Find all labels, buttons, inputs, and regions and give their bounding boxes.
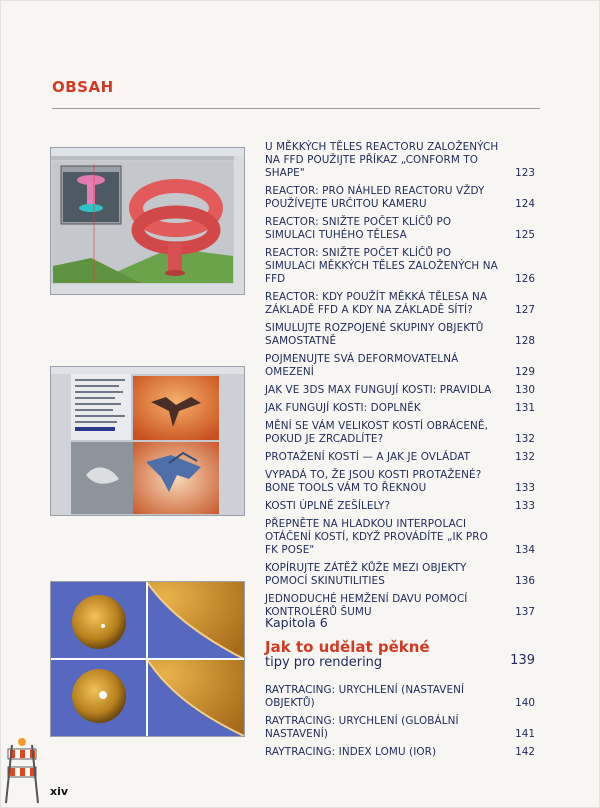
toc-entry-page: 128 [515, 335, 535, 347]
toc-entry-title: JAK VE 3DS MAX FUNGUJÍ KOSTI: PRAVIDLA [265, 384, 492, 396]
toc-entry-page: 132 [515, 451, 535, 463]
toc-entry-title: PŘEPNĚTE NA HLADKOU INTERPOLACI OTÁČENÍ KOSTÍ, KDYŽ PROVÁDÍTE „IK PRO FK POSE" [265, 518, 488, 556]
toc-entry[interactable] [265, 469, 537, 495]
toc-entry-title: RAYTRACING: URYCHLENÍ (NASTAVENÍ OBJEKTŮ) [265, 684, 465, 709]
page-number: xiv [50, 785, 69, 798]
table-of-contents [265, 141, 537, 624]
chapter-title[interactable]: Jak to udělat pěkné [265, 638, 430, 656]
toc-entry[interactable] [265, 715, 537, 741]
toc-entry[interactable] [265, 353, 537, 379]
chapter-subtitle-row[interactable] [265, 655, 537, 670]
chapter-heading [265, 615, 537, 670]
toc-entry-title: SIMULUJTE ROZPOJENÉ SKUPINY OBJEKTŮ SAMOSTATNĚ [265, 322, 484, 347]
toc-entry[interactable] [265, 420, 537, 446]
toc-entry-title: KOSTI ÚPLNĚ ZEŠÍLELY? [265, 500, 391, 512]
toc-entry-page: 134 [515, 544, 535, 556]
toc-entry[interactable] [265, 247, 537, 286]
toc-entry-page: 141 [515, 728, 535, 740]
toc-entry-title: REACTOR: SNIŽTE POČET KLÍČŮ PO SIMULACI MĚKKÝCH TĚLES ZALOŽENÝCH NA FFD [265, 247, 498, 285]
toc-entry-page: 131 [515, 402, 535, 414]
toc-entry-title: PROTAŽENÍ KOSTÍ — A JAK JE OVLÁDAT [265, 451, 471, 463]
toc-entry-title: RAYTRACING: INDEX LOMU (IOR) [265, 746, 437, 758]
toc-entry[interactable] [265, 384, 537, 397]
toc-entry[interactable] [265, 746, 537, 759]
toc-entry[interactable] [265, 185, 537, 211]
toc-entry-page: 142 [515, 746, 535, 758]
toc-entry-page: 124 [515, 198, 535, 210]
toc-entry[interactable] [265, 518, 537, 557]
toc-entry[interactable] [265, 322, 537, 348]
toc-entry-title: KOPÍRUJTE ZÁTĚŽ KŮŽE MEZI OBJEKTY POMOCÍ SKINUTILITIES [265, 562, 467, 587]
toc-entry[interactable] [265, 141, 537, 180]
toc-entry[interactable] [265, 562, 537, 588]
toc-entry-title: REACTOR: KDY POUŽÍT MĚKKÁ TĚLESA NA ZÁKLADĚ FFD A KDY NA ZÁKLADĚ SÍTÍ? [265, 291, 488, 316]
chapter-page: 139 [510, 653, 535, 668]
3ds-max-bones-dragon-screenshot-icon [50, 366, 245, 516]
toc-entry-title: REACTOR: SNIŽTE POČET KLÍČŮ PO SIMULACI TUHÉHO TĚLESA [265, 216, 452, 241]
toc-entry-page: 129 [515, 366, 535, 378]
header-divider [52, 108, 540, 109]
toc-entry[interactable] [265, 684, 537, 710]
toc-entry-title: U MĚKKÝCH TĚLES REACTORU ZALOŽENÝCH NA FFD POUŽIJTE PŘÍKAZ „CONFORM TO SHAPE" [265, 141, 499, 179]
toc-entry[interactable] [265, 216, 537, 242]
toc-entry-page: 136 [515, 575, 535, 587]
toc-entry-page: 137 [515, 606, 535, 618]
construction-barrier-icon [2, 735, 42, 805]
3ds-max-torus-screenshot-icon [50, 147, 245, 295]
toc-entry[interactable] [265, 500, 537, 513]
toc-entry[interactable] [265, 402, 537, 415]
toc-entry-title: VYPADÁ TO, ŽE JSOU KOSTI PROTAŽENÉ? BONE TOOLS VÁM TO ŘEKNOU [265, 469, 482, 494]
toc-entry[interactable] [265, 291, 537, 317]
toc-entry-title: JEDNODUCHÉ HEMŽENÍ DAVU POMOCÍ KONTROLÉRŮ ŠUMU [265, 593, 468, 618]
toc-entry-page: 125 [515, 229, 535, 241]
toc-entry-title: RAYTRACING: URYCHLENÍ (GLOBÁLNÍ NASTAVENÍ) [265, 715, 459, 740]
chapter-subtitle: tipy pro rendering [265, 655, 383, 670]
toc-entry-title: MĚNÍ SE VÁM VELIKOST KOSTÍ OBRÁCENĚ, POKUD JE ZRCADLÍTE? [265, 420, 488, 445]
toc-entry-page: 130 [515, 384, 535, 396]
toc-entry[interactable] [265, 451, 537, 464]
toc-entry-page: 133 [515, 500, 535, 512]
raytracing-spheres-icon [50, 581, 245, 737]
toc-entry-title: REACTOR: PRO NÁHLED REACTORU VŽDY POUŽÍVEJTE URČITOU KAMERU [265, 185, 485, 210]
toc-entry-page: 132 [515, 433, 535, 445]
toc-entry-title: POJMENUJTE SVÁ DEFORMOVATELNÁ OMEZENÍ [265, 353, 459, 378]
toc-entry-page: 127 [515, 304, 535, 316]
toc-entry-title: JAK FUNGUJÍ KOSTI: DOPLNĚK [265, 402, 421, 414]
toc-entry-page: 123 [515, 167, 535, 179]
table-of-contents-continued [265, 684, 537, 764]
chapter-label: Kapitola 6 [265, 615, 328, 630]
page-title: OBSAH [52, 78, 114, 96]
toc-entry-page: 140 [515, 697, 535, 709]
toc-entry-page: 126 [515, 273, 535, 285]
toc-entry-page: 133 [515, 482, 535, 494]
